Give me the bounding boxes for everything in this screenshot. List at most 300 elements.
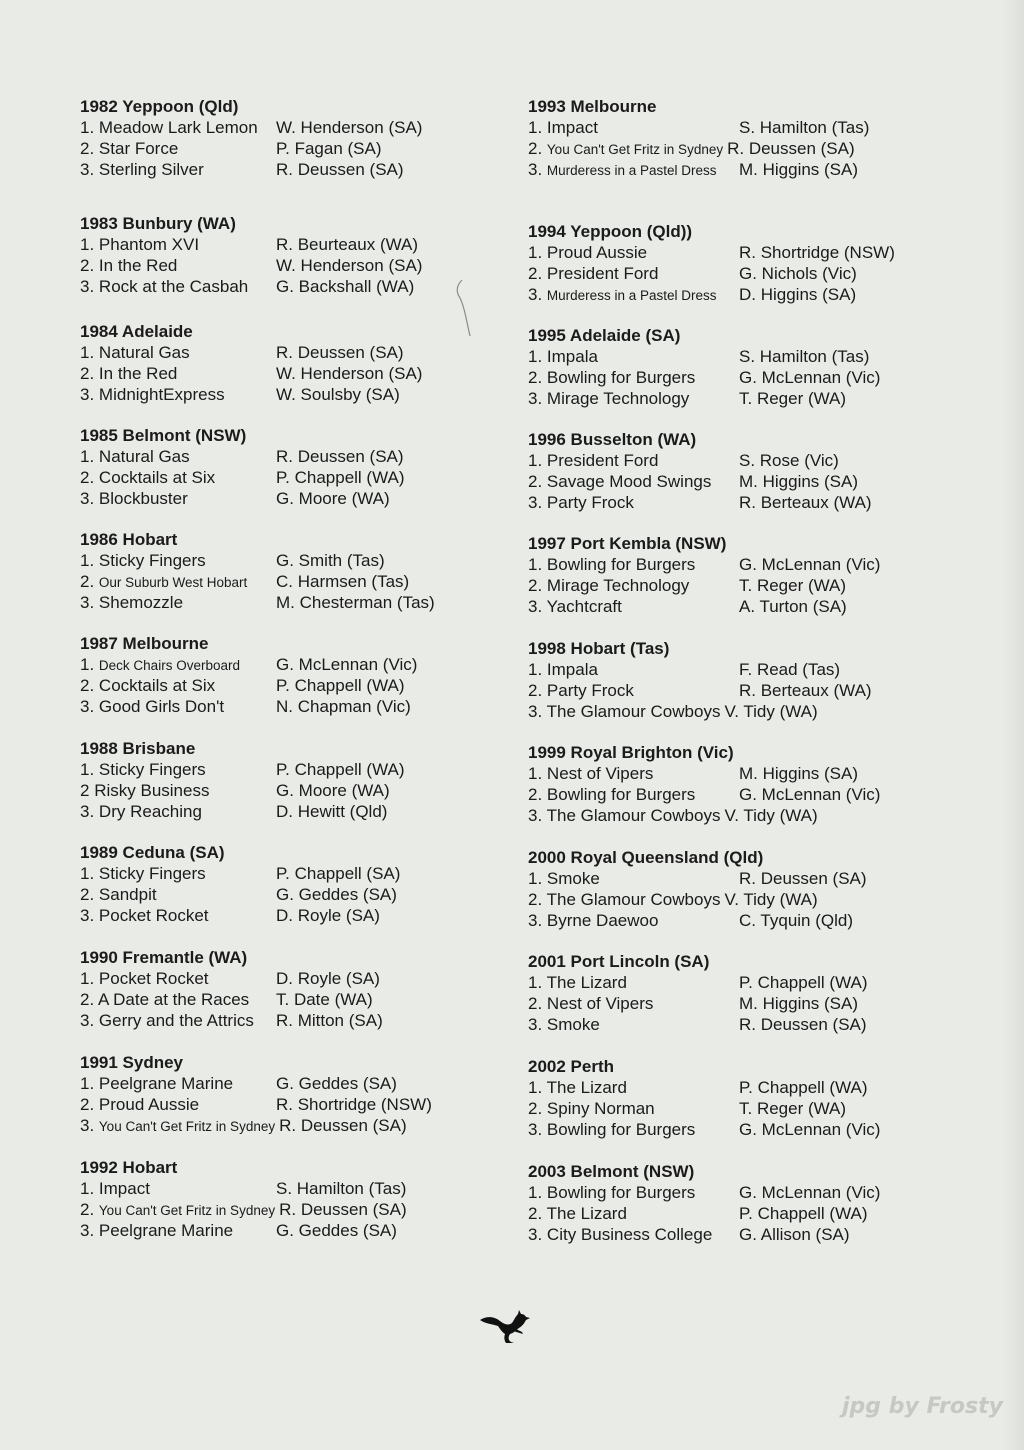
year-block	[80, 738, 500, 822]
skipper-name: V. Tidy (WA)	[724, 806, 818, 825]
place-number: 1.	[80, 447, 95, 466]
result-row	[528, 346, 948, 367]
year-block	[528, 847, 948, 931]
place-number: 1.	[528, 347, 543, 366]
skipper-name: P. Chappell (WA)	[739, 1204, 868, 1223]
boat-name: Sterling Silver	[98, 160, 204, 179]
year-title: 1993 Melbourne	[528, 97, 657, 116]
boat-name: President Ford	[546, 451, 659, 470]
skipper-name: R. Deussen (SA)	[276, 343, 404, 362]
year-block	[528, 638, 948, 722]
result-row	[528, 784, 948, 805]
place-number: 2.	[80, 990, 95, 1009]
year-title: 1987 Melbourne	[80, 634, 209, 653]
place-number: 3.	[528, 1120, 543, 1139]
skipper-name: R. Mitton (SA)	[276, 1011, 383, 1030]
skipper-name: R. Deussen (SA)	[279, 1116, 407, 1135]
place-number: 3.	[80, 277, 95, 296]
place-number: 3.	[528, 1015, 543, 1034]
boat-name: Phantom XVI	[98, 235, 200, 254]
boat-name: Party Frock	[546, 681, 634, 700]
year-block	[80, 1157, 500, 1241]
place-number: 1.	[528, 1183, 543, 1202]
boat-name: Our Suburb West Hobart	[98, 575, 248, 590]
boat-name: Impala	[546, 660, 598, 679]
place-number: 1.	[528, 1078, 543, 1097]
place-number: 2.	[80, 572, 95, 591]
skipper-name: G. McLennan (Vic)	[739, 368, 881, 387]
boat-name: Bowling for Burgers	[546, 1183, 696, 1202]
result-row	[528, 388, 948, 409]
boat-name: Smoke	[546, 869, 600, 888]
place-number: 1.	[80, 551, 95, 570]
result-row	[528, 1014, 948, 1035]
boat-name: Sticky Fingers	[98, 760, 206, 779]
place-number: 3.	[80, 802, 95, 821]
result-row	[80, 550, 500, 571]
year-title: 1991 Sydney	[80, 1053, 184, 1072]
skipper-name: R. Shortridge (NSW)	[276, 1095, 432, 1114]
skipper-name: M. Higgins (SA)	[739, 764, 859, 783]
year-block	[528, 742, 948, 826]
year-title: 1985 Belmont (NSW)	[80, 426, 247, 445]
place-number: 1.	[528, 243, 543, 262]
result-row	[528, 242, 948, 263]
place-number: 3.	[528, 1225, 543, 1244]
place-number: 1.	[528, 973, 543, 992]
skipper-name: P. Chappell (WA)	[276, 760, 405, 779]
boat-name: Shemozzle	[98, 593, 184, 612]
result-row	[80, 117, 500, 138]
year-title: 1982 Yeppoon (Qld)	[80, 97, 239, 116]
boat-name: MidnightExpress	[98, 385, 225, 404]
year-title: 1983 Bunbury (WA)	[80, 214, 236, 233]
result-row	[80, 1199, 500, 1220]
place-number: 3.	[528, 285, 543, 304]
result-row	[80, 696, 500, 717]
boat-name: Pocket Rocket	[98, 906, 209, 925]
place-number: 2.	[80, 885, 95, 904]
result-row	[528, 1119, 948, 1140]
skipper-name: W. Henderson (SA)	[276, 118, 423, 137]
year-block	[80, 842, 500, 926]
place-number: 2.	[80, 676, 95, 695]
skipper-name: P. Chappell (WA)	[739, 973, 868, 992]
place-number: 1.	[528, 118, 543, 137]
skipper-name: V. Tidy (WA)	[724, 702, 818, 721]
boat-name: Impact	[546, 118, 598, 137]
year-title: 2000 Royal Queensland (Qld)	[528, 848, 764, 867]
boat-name: A Date at the Races	[97, 990, 250, 1009]
skipper-name: R. Berteaux (WA)	[739, 493, 872, 512]
year-block	[528, 325, 948, 409]
boat-name: Murderess in a Pastel Dress	[546, 163, 717, 178]
year-title: 1992 Hobart	[80, 1158, 178, 1177]
place-number: 2.	[528, 681, 543, 700]
boat-name: The Glamour Cowboys	[546, 890, 721, 909]
year-title: 1994 Yeppoon (Qld))	[528, 222, 693, 241]
result-row	[80, 1220, 500, 1241]
place-number: 1.	[528, 660, 543, 679]
place-number: 3.	[528, 160, 543, 179]
watermark: jpg by Frosty	[842, 1394, 1003, 1419]
skipper-name: D. Royle (SA)	[276, 969, 380, 988]
boat-name: Byrne Daewoo	[546, 911, 659, 930]
place-number: 1.	[528, 764, 543, 783]
boat-name: President Ford	[546, 264, 659, 283]
skipper-name: G. Allison (SA)	[739, 1225, 850, 1244]
place-number: 2.	[528, 472, 543, 491]
place-number: 3.	[528, 597, 543, 616]
skipper-name: P. Chappell (SA)	[276, 864, 401, 883]
skipper-name: A. Turton (SA)	[739, 597, 847, 616]
boat-name: The Glamour Cowboys	[546, 806, 721, 825]
result-row	[528, 596, 948, 617]
result-row	[528, 659, 948, 680]
boat-name: The Lizard	[546, 1204, 627, 1223]
year-block	[80, 947, 500, 1031]
skipper-name: D. Higgins (SA)	[739, 285, 857, 304]
skipper-name: P. Chappell (WA)	[276, 676, 405, 695]
year-title: 1998 Hobart (Tas)	[528, 639, 670, 658]
result-row	[80, 884, 500, 905]
boat-name: Impact	[98, 1179, 150, 1198]
year-block	[80, 633, 500, 717]
boat-name: Mirage Technology	[546, 389, 690, 408]
skipper-name: G. Geddes (SA)	[276, 1074, 397, 1093]
skipper-name: R. Deussen (SA)	[739, 869, 867, 888]
result-row	[80, 1094, 500, 1115]
place-number: 1.	[80, 864, 95, 883]
result-row	[80, 1073, 500, 1094]
boat-name: Cocktails at Six	[98, 676, 216, 695]
skipper-name: G. McLennan (Vic)	[276, 655, 418, 674]
skipper-name: N. Chapman (Vic)	[276, 697, 411, 716]
skipper-name: T. Reger (WA)	[739, 389, 847, 408]
year-title: 1996 Busselton (WA)	[528, 430, 697, 449]
boat-name: Pocket Rocket	[98, 969, 209, 988]
year-block	[80, 529, 500, 613]
year-block	[528, 1161, 948, 1245]
boat-name: Nest of Vipers	[546, 764, 654, 783]
result-row	[528, 284, 948, 305]
place-number: 1.	[80, 235, 95, 254]
skipper-name: S. Hamilton (Tas)	[739, 118, 870, 137]
year-title: 1990 Fremantle (WA)	[80, 948, 248, 967]
place-number: 1.	[528, 451, 543, 470]
place-number: 3.	[528, 806, 543, 825]
result-row	[528, 805, 948, 826]
skipper-name: R. Shortridge (NSW)	[739, 243, 895, 262]
skipper-name: W. Henderson (SA)	[276, 256, 423, 275]
boat-name: Blockbuster	[98, 489, 188, 508]
place-number: 2.	[528, 576, 543, 595]
result-row	[528, 117, 948, 138]
skipper-name: C. Harmsen (Tas)	[276, 572, 410, 591]
boat-name: The Lizard	[546, 1078, 627, 1097]
result-row	[528, 575, 948, 596]
skipper-name: G. Nichols (Vic)	[739, 264, 857, 283]
boat-name: Sandpit	[98, 885, 157, 904]
place-number: 2.	[80, 256, 95, 275]
place-number: 3.	[80, 160, 95, 179]
boat-name: Bowling for Burgers	[546, 1120, 696, 1139]
skipper-name: F. Read (Tas)	[739, 660, 841, 679]
result-row	[528, 680, 948, 701]
year-block	[80, 96, 500, 180]
skipper-name: V. Tidy (WA)	[724, 890, 818, 909]
skipper-name: R. Beurteaux (WA)	[276, 235, 419, 254]
result-row	[80, 759, 500, 780]
place-number: 1.	[80, 1074, 95, 1093]
result-row	[80, 905, 500, 926]
skipper-name: D. Royle (SA)	[276, 906, 380, 925]
boat-name: In the Red	[98, 364, 178, 383]
place-number: 3.	[528, 702, 543, 721]
result-row	[80, 384, 500, 405]
year-block	[528, 951, 948, 1035]
boat-name: Rock at the Casbah	[98, 277, 249, 296]
year-title: 1986 Hobart	[80, 530, 178, 549]
year-block	[528, 429, 948, 513]
place-number: 2.	[528, 1204, 543, 1223]
place-number: 1.	[80, 1179, 95, 1198]
place-number: 2.	[528, 994, 543, 1013]
skipper-name: G. Smith (Tas)	[276, 551, 385, 570]
skipper-name: T. Date (WA)	[276, 990, 373, 1009]
year-title: 1995 Adelaide (SA)	[528, 326, 681, 345]
boat-name: Risky Business	[94, 781, 210, 800]
pen-mark	[452, 276, 474, 340]
result-row	[528, 492, 948, 513]
boat-name: You Can't Get Fritz in Sydney	[98, 1203, 276, 1218]
year-block	[80, 1052, 500, 1136]
place-number: 2.	[80, 364, 95, 383]
boat-name: Savage Mood Swings	[546, 472, 712, 491]
result-row	[528, 910, 948, 931]
place-number: 3.	[80, 489, 95, 508]
skipper-name: S. Hamilton (Tas)	[276, 1179, 407, 1198]
year-title: 1999 Royal Brighton (Vic)	[528, 743, 734, 762]
year-title: 1989 Ceduna (SA)	[80, 843, 225, 862]
skipper-name: R. Deussen (SA)	[727, 139, 855, 158]
boat-name: In the Red	[98, 256, 178, 275]
result-row	[80, 276, 500, 297]
place-number: 2.	[528, 139, 543, 158]
place-number: 2.	[80, 1095, 95, 1114]
skipper-name: P. Chappell (WA)	[276, 468, 405, 487]
boat-name: Murderess in a Pastel Dress	[546, 288, 717, 303]
boat-name: Good Girls Don't	[98, 697, 225, 716]
boat-name: Gerry and the Attrics	[98, 1011, 254, 1030]
place-number: 2.	[80, 139, 95, 158]
year-block	[528, 96, 948, 180]
result-row	[80, 989, 500, 1010]
skipper-name: T. Reger (WA)	[739, 1099, 847, 1118]
result-row	[528, 763, 948, 784]
boat-name: Smoke	[546, 1015, 600, 1034]
place-number: 2.	[80, 1200, 95, 1219]
result-row	[528, 1098, 948, 1119]
skipper-name: M. Higgins (SA)	[739, 994, 859, 1013]
boat-name: The Lizard	[546, 973, 627, 992]
place-number: 1.	[80, 655, 95, 674]
year-block	[80, 213, 500, 297]
skipper-name: C. Tyquin (Qld)	[739, 911, 854, 930]
skipper-name: D. Hewitt (Qld)	[276, 802, 388, 821]
place-number: 2	[80, 781, 90, 800]
result-row	[528, 1077, 948, 1098]
place-number: 1.	[528, 869, 543, 888]
skipper-name: S. Hamilton (Tas)	[739, 347, 870, 366]
year-block	[528, 533, 948, 617]
boat-name: Dry Reaching	[98, 802, 202, 821]
skipper-name: G. Geddes (SA)	[276, 1221, 397, 1240]
boat-name: Nest of Vipers	[546, 994, 654, 1013]
result-row	[528, 263, 948, 284]
result-row	[80, 255, 500, 276]
result-row	[528, 450, 948, 471]
boat-name: Bowling for Burgers	[546, 368, 696, 387]
place-number: 2.	[528, 264, 543, 283]
place-number: 1.	[80, 343, 95, 362]
result-row	[528, 159, 948, 180]
year-block	[528, 221, 948, 305]
year-block	[80, 425, 500, 509]
year-title: 1984 Adelaide	[80, 322, 193, 341]
place-number: 2.	[80, 468, 95, 487]
year-title: 2002 Perth	[528, 1057, 614, 1076]
boat-name: You Can't Get Fritz in Sydney	[98, 1119, 276, 1134]
skipper-name: T. Reger (WA)	[739, 576, 847, 595]
place-number: 2.	[528, 785, 543, 804]
boat-name: Mirage Technology	[546, 576, 690, 595]
boat-name: Bowling for Burgers	[546, 785, 696, 804]
boat-name: Deck Chairs Overboard	[98, 658, 240, 673]
skipper-name: R. Deussen (SA)	[276, 447, 404, 466]
place-number: 3.	[528, 493, 543, 512]
result-row	[528, 471, 948, 492]
year-block	[528, 1056, 948, 1140]
result-row	[80, 446, 500, 467]
boat-name: Party Frock	[546, 493, 634, 512]
skipper-name: G. Geddes (SA)	[276, 885, 397, 904]
place-number: 1.	[528, 555, 543, 574]
place-number: 3.	[528, 389, 543, 408]
place-number: 1.	[80, 760, 95, 779]
result-row	[528, 972, 948, 993]
boat-name: Natural Gas	[98, 447, 190, 466]
place-number: 2.	[528, 890, 543, 909]
result-row	[80, 138, 500, 159]
year-title: 2001 Port Lincoln (SA)	[528, 952, 710, 971]
boat-name: Cocktails at Six	[98, 468, 216, 487]
boat-name: Bowling for Burgers	[546, 555, 696, 574]
boat-name: Natural Gas	[98, 343, 190, 362]
place-number: 3.	[80, 697, 95, 716]
place-number: 3.	[80, 1116, 95, 1135]
boat-name: City Business College	[546, 1225, 713, 1244]
result-row	[80, 592, 500, 613]
skipper-name: R. Deussen (SA)	[739, 1015, 867, 1034]
result-row	[80, 234, 500, 255]
skipper-name: G. Backshall (WA)	[276, 277, 415, 296]
skipper-name: M. Higgins (SA)	[739, 472, 859, 491]
result-row	[528, 1203, 948, 1224]
boat-name: Impala	[546, 347, 598, 366]
skipper-name: G. McLennan (Vic)	[739, 785, 881, 804]
result-row	[80, 654, 500, 675]
boat-name: Peelgrane Marine	[98, 1221, 234, 1240]
boat-name: Sticky Fingers	[98, 864, 206, 883]
result-row	[528, 367, 948, 388]
result-row	[528, 1182, 948, 1203]
skipper-name: P. Fagan (SA)	[276, 139, 382, 158]
result-row	[80, 571, 500, 592]
skipper-name: W. Soulsby (SA)	[276, 385, 400, 404]
result-row	[528, 701, 948, 722]
boat-name: Peelgrane Marine	[98, 1074, 234, 1093]
page-edge-shadow	[1002, 0, 1024, 1450]
result-row	[80, 467, 500, 488]
skipper-name: P. Chappell (WA)	[739, 1078, 868, 1097]
skipper-name: R. Deussen (SA)	[279, 1200, 407, 1219]
skipper-name: G. McLennan (Vic)	[739, 555, 881, 574]
skipper-name: G. Moore (WA)	[276, 781, 390, 800]
skipper-name: R. Deussen (SA)	[276, 160, 404, 179]
result-row	[528, 1224, 948, 1245]
boat-name: Proud Aussie	[98, 1095, 200, 1114]
result-row	[80, 363, 500, 384]
place-number: 3.	[80, 1011, 95, 1030]
boat-name: Spiny Norman	[546, 1099, 655, 1118]
kangaroo-icon	[478, 1306, 536, 1348]
result-row	[528, 138, 948, 159]
boat-name: The Glamour Cowboys	[546, 702, 721, 721]
boat-name: You Can't Get Fritz in Sydney	[546, 142, 724, 157]
skipper-name: M. Higgins (SA)	[739, 160, 859, 179]
boat-name: Yachtcraft	[546, 597, 622, 616]
skipper-name: S. Rose (Vic)	[739, 451, 839, 470]
place-number: 3.	[80, 385, 95, 404]
skipper-name: M. Chesterman (Tas)	[276, 593, 435, 612]
result-row	[80, 342, 500, 363]
result-row	[80, 801, 500, 822]
year-block	[80, 321, 500, 405]
skipper-name: R. Berteaux (WA)	[739, 681, 872, 700]
result-row	[80, 863, 500, 884]
boat-name: Proud Aussie	[546, 243, 648, 262]
boat-name: Star Force	[98, 139, 179, 158]
boat-name: Sticky Fingers	[98, 551, 206, 570]
result-row	[528, 889, 948, 910]
year-title: 2003 Belmont (NSW)	[528, 1162, 695, 1181]
result-row	[80, 1115, 500, 1136]
year-title: 1988 Brisbane	[80, 739, 196, 758]
result-row	[80, 159, 500, 180]
place-number: 2.	[528, 1099, 543, 1118]
result-row	[80, 968, 500, 989]
year-title: 1997 Port Kembla (NSW)	[528, 534, 727, 553]
result-row	[528, 993, 948, 1014]
place-number: 3.	[80, 593, 95, 612]
result-row	[80, 780, 500, 801]
result-row	[80, 1178, 500, 1199]
place-number: 2.	[528, 368, 543, 387]
result-row	[80, 1010, 500, 1031]
place-number: 3.	[80, 1221, 95, 1240]
skipper-name: G. McLennan (Vic)	[739, 1120, 881, 1139]
